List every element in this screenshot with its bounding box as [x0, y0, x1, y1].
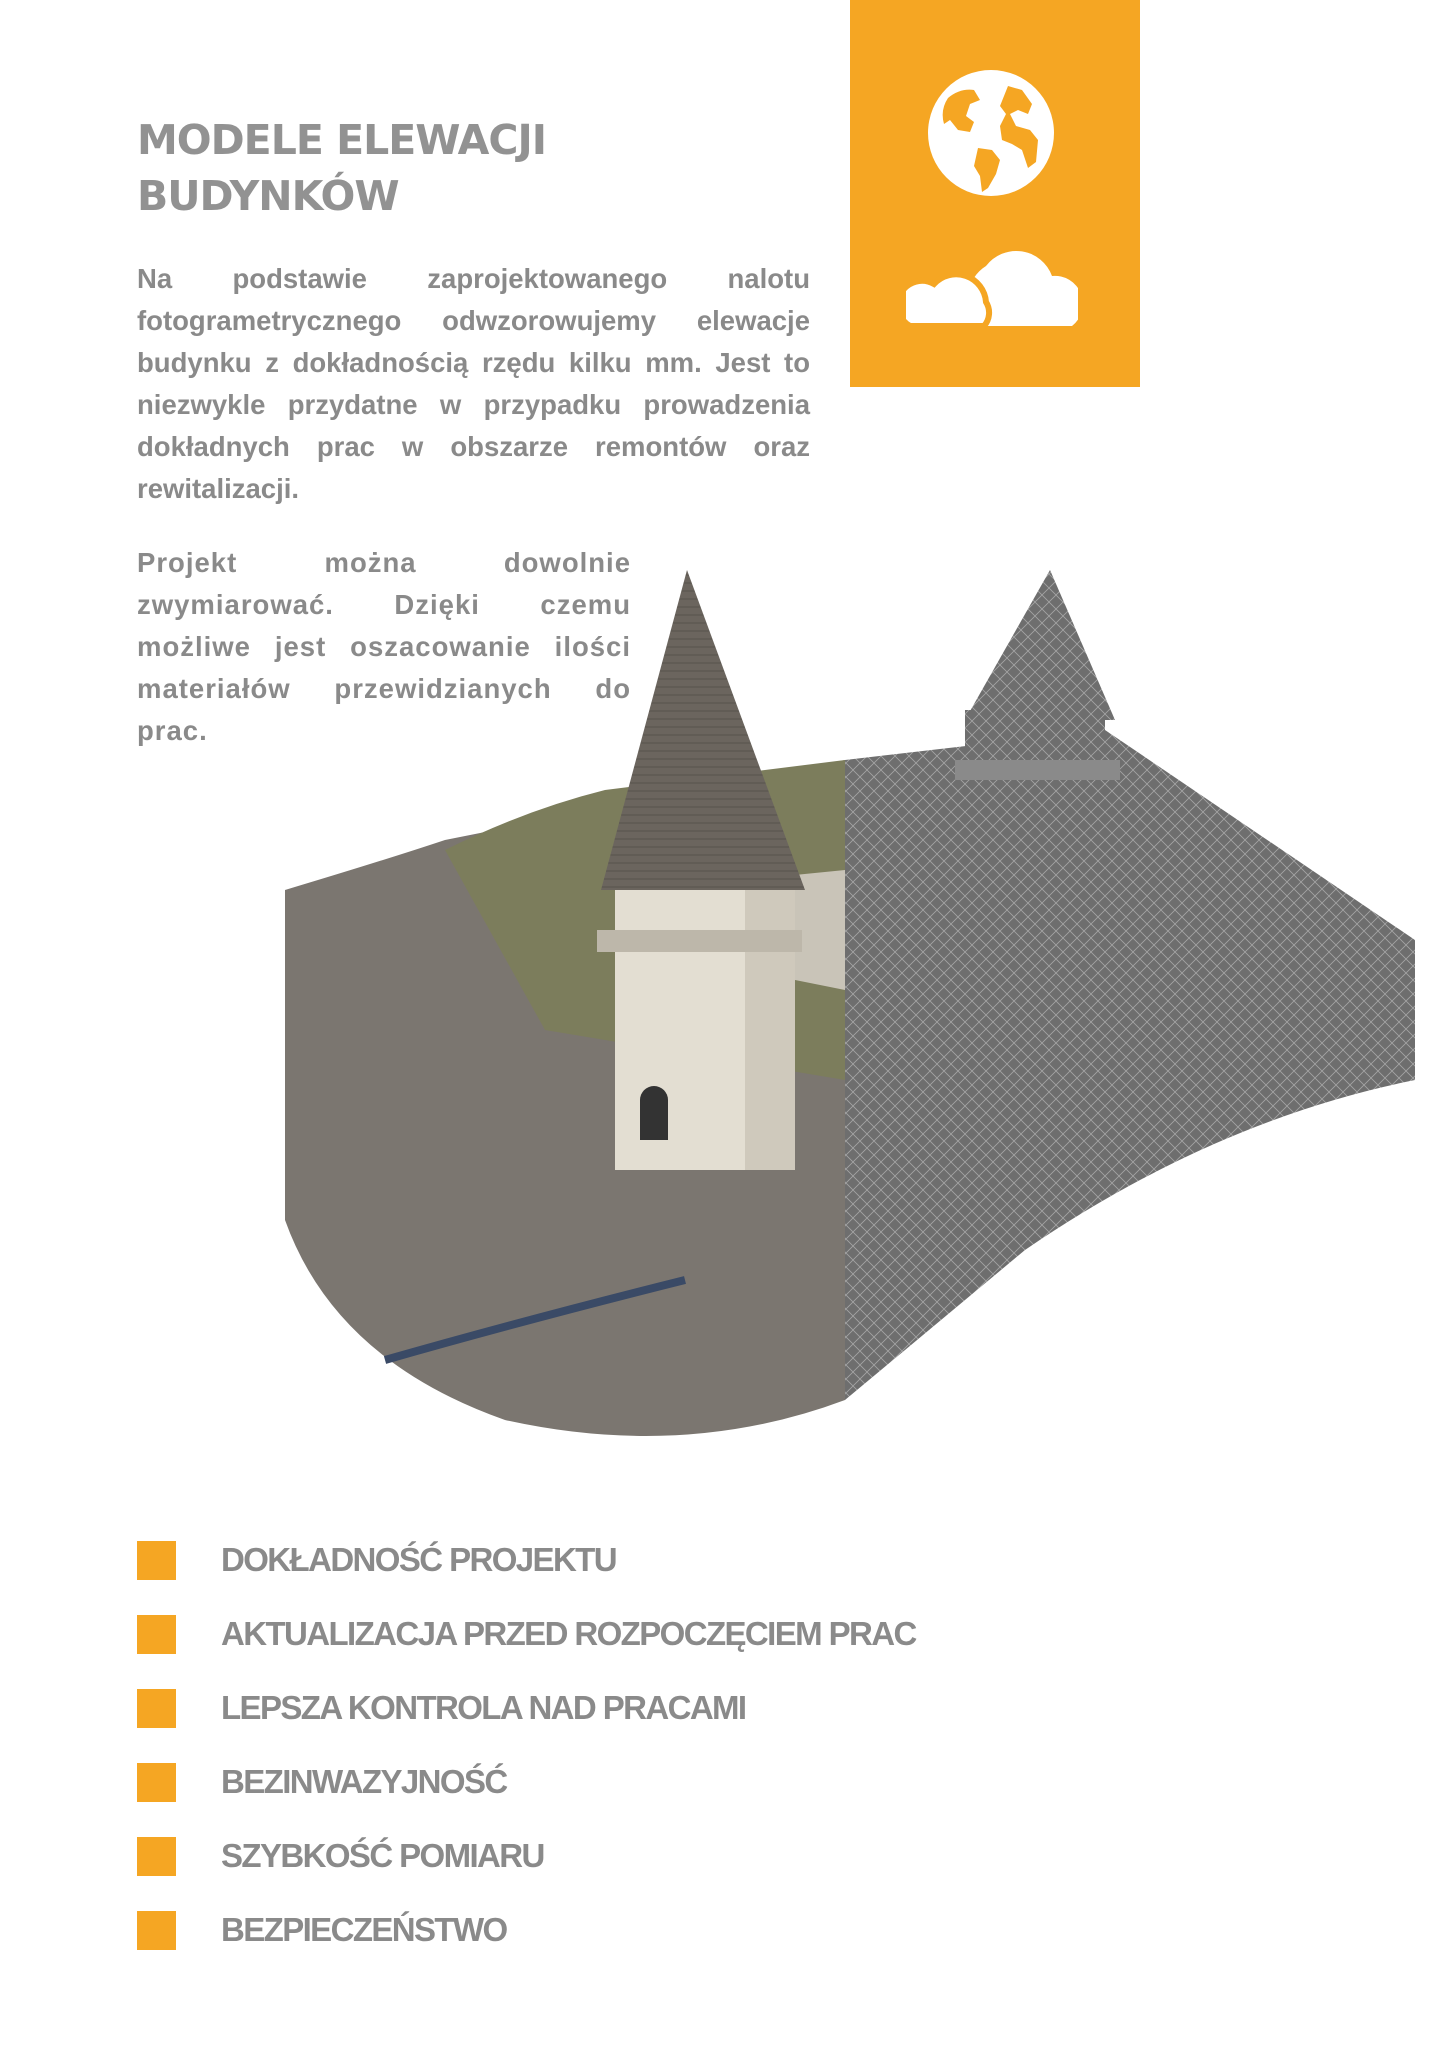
- benefit-label: AKTUALIZACJA PRZED ROZPOCZĘCIEM PRAC: [221, 1615, 916, 1652]
- benefit-label: BEZINWAZYJNOŚĆ: [221, 1763, 507, 1800]
- list-item: [137, 1614, 916, 1654]
- benefit-label: BEZPIECZEŃSTWO: [221, 1911, 507, 1948]
- bullet-square-icon: [137, 1541, 176, 1580]
- bullet-square-icon: [137, 1837, 176, 1876]
- bullet-square-icon: [137, 1911, 176, 1950]
- title-line-1: MODELE ELEWACJI: [137, 116, 546, 164]
- title-line-2: BUDYNKÓW: [137, 172, 399, 220]
- list-item: [137, 1688, 746, 1728]
- page-title: [137, 112, 546, 224]
- bullet-square-icon: [137, 1615, 176, 1654]
- list-item: [137, 1540, 616, 1580]
- globe-icon: [926, 68, 1056, 198]
- benefit-label: DOKŁADNOŚĆ PROJEKTU: [221, 1541, 616, 1578]
- cloud-icon: [906, 228, 1078, 332]
- bullet-square-icon: [137, 1763, 176, 1802]
- intro-paragraph: Na podstawie zaprojektowanego nalotu fotogrametrycznego odwzorowujemy elewacje budynku z dokładnością rzędu kilku mm. Jest to niezwykle przydatne w przypadku prowadzenia dokładnych prac w obszarze remontów oraz rewitalizacji.: [137, 263, 810, 504]
- list-item: [137, 1910, 507, 1950]
- benefit-label: SZYBKOŚĆ POMIARU: [221, 1837, 544, 1874]
- bullet-square-icon: [137, 1689, 176, 1728]
- list-item: [137, 1836, 544, 1876]
- list-item: [137, 1762, 507, 1802]
- benefit-label: LEPSZA KONTROLA NAD PRACAMI: [221, 1689, 746, 1726]
- icon-panel: [850, 0, 1140, 387]
- dimension-paragraph: Projekt można dowolnie zwymiarować. Dzięki czemu możliwe jest oszacowanie ilości materiałów przewidzianych do prac.: [137, 547, 631, 746]
